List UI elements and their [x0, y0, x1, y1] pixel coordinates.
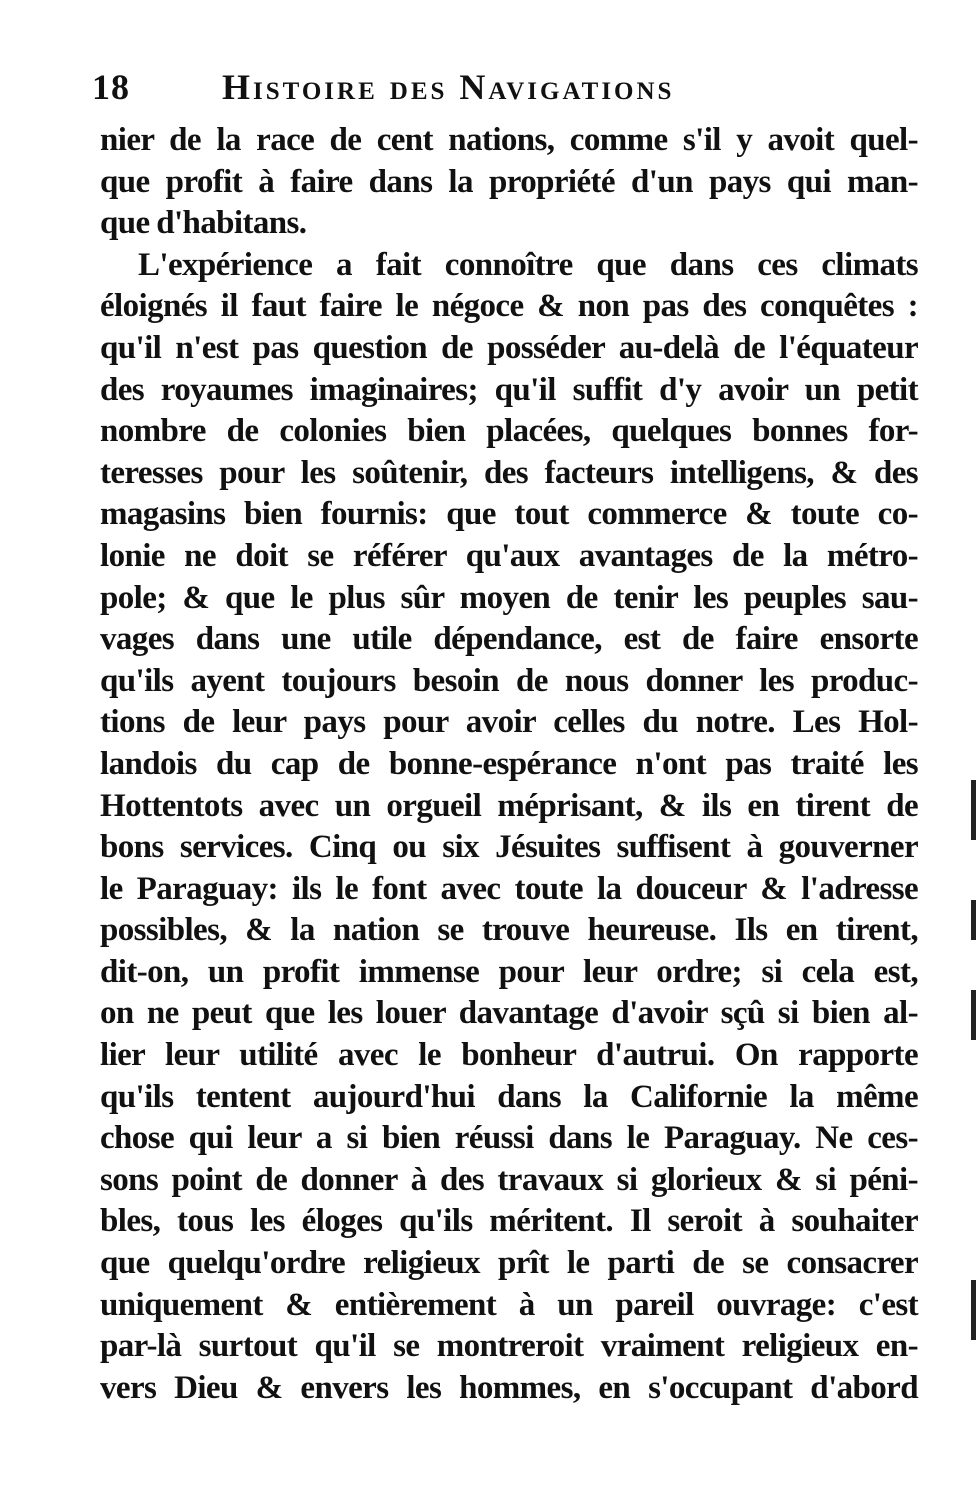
- text-line: sons point de donner à des travaux si glorieux & si péni-: [100, 1161, 918, 1198]
- running-title: Histoire des Navigations: [222, 67, 675, 107]
- body-text: [100, 120, 918, 1409]
- text-line: vers Dieu & envers les hommes, en s'occupant d'abord: [100, 1369, 918, 1406]
- text-line: que profit à faire dans la propriété d'un pays qui man-: [100, 163, 918, 200]
- text-line: teresses pour les soûtenir, des facteurs intelligens, & des: [100, 454, 918, 491]
- scan-edge-mark: [971, 780, 976, 840]
- text-line: pole; & que le plus sûr moyen de tenir les peuples sau-: [100, 579, 918, 616]
- text-line: chose qui leur a si bien réussi dans le Paraguay. Ne ces-: [100, 1120, 918, 1157]
- text-line: le Paraguay: ils le font avec toute la douceur & l'adresse: [100, 870, 918, 907]
- scan-edge-mark: [971, 900, 976, 940]
- text-line: dit-on, un profit immense pour leur ordre; si cela est,: [100, 953, 918, 990]
- text-line: éloignés il faut faire le négoce & non pas des conquêtes :: [100, 288, 918, 325]
- text-line: que d'habitans.: [100, 205, 307, 242]
- text-line: Hottentots avec un orgueil méprisant, & ils en tirent de: [100, 787, 918, 824]
- scan-edge-mark: [971, 990, 976, 1040]
- running-head: [92, 66, 922, 118]
- text-line: nier de la race de cent nations, comme s'il y avoit quel-: [100, 122, 918, 158]
- text-line: qu'ils tentent aujourd'hui dans la Californie la même: [100, 1078, 918, 1115]
- text-line: nombre de colonies bien placées, quelques bonnes for-: [100, 413, 918, 450]
- text-line: lier leur utilité avec le bonheur d'autrui. On rapporte: [100, 1037, 918, 1074]
- scan-edge-mark: [971, 1280, 976, 1340]
- text-line: par-là surtout qu'il se montreroit vraiment religieux en-: [100, 1328, 918, 1365]
- text-line: uniquement & entièrement à un pareil ouvrage: c'est: [100, 1286, 918, 1323]
- text-line: qu'il n'est pas question de posséder au-delà de l'équateur: [100, 329, 918, 366]
- text-line: possibles, & la nation se trouve heureuse. Ils en tirent,: [100, 912, 918, 949]
- text-line: lonie ne doit se référer qu'aux avantages de la métro-: [100, 537, 918, 574]
- text-line: bles, tous les éloges qu'ils méritent. Il seroit à souhaiter: [100, 1203, 918, 1240]
- text-line: L'expérience a fait connoître que dans ces climats: [138, 246, 918, 283]
- page-number: 18: [92, 67, 130, 107]
- text-line: vages dans une utile dépendance, est de faire ensorte: [100, 621, 918, 658]
- text-line: des royaumes imaginaires; qu'il suffit d'y avoir un petit: [100, 371, 918, 408]
- text-line: bons services. Cinq ou six Jésuites suffisent à gouverner: [100, 829, 918, 866]
- text-line: que quelqu'ordre religieux prît le parti de se consacrer: [100, 1245, 918, 1282]
- text-line: landois du cap de bonne-espérance n'ont pas traité les: [100, 745, 918, 782]
- text-line: qu'ils ayent toujours besoin de nous donner les produc-: [100, 662, 918, 699]
- text-line: on ne peut que les louer davantage d'avoir sçû si bien al-: [100, 995, 918, 1032]
- text-line: magasins bien fournis: que tout commerce & toute co-: [100, 496, 918, 533]
- scan-edge-marks: [968, 760, 976, 1460]
- text-line: tions de leur pays pour avoir celles du notre. Les Hol-: [100, 704, 918, 741]
